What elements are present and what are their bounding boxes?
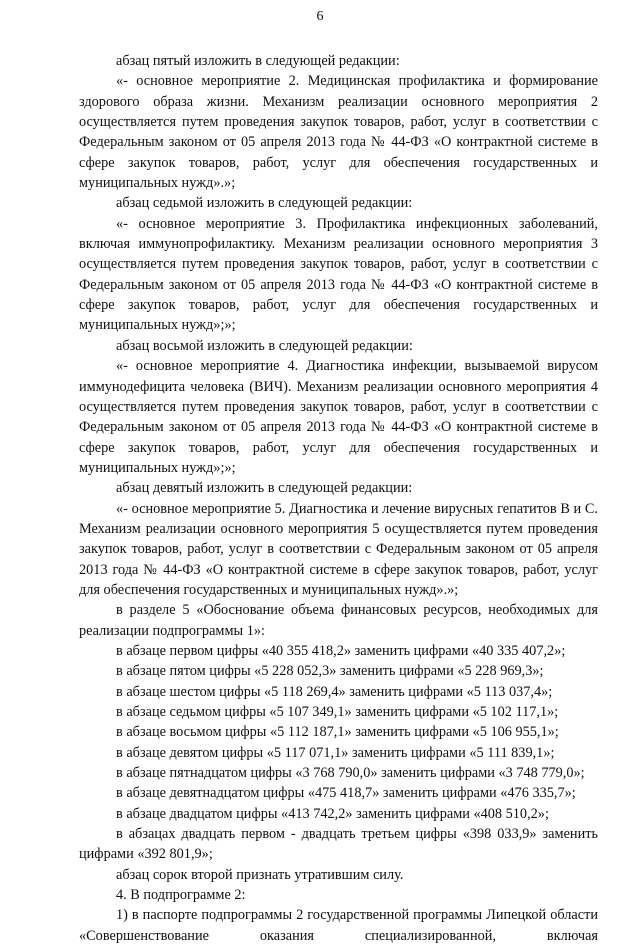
paragraph: в абзаце девятнадцатом цифры «475 418,7» заменить цифрами «476 335,7»;	[116, 785, 576, 802]
paragraph: «- основное мероприятие 4. Диагностика инфекции, вызываемой вирусом иммунодефицита человека (ВИЧ). Механизм реализации основного мероприятия 4 осуществляется путем проведения закупок товаров, работ, услуг в соответствии с Федеральным законом от 05 апреля 2013 года № 44-ФЗ «О контрактной системе в сфере закупок товаров, работ, услуг для обеспечения государственных и муниципальных нужд»;»;	[79, 358, 598, 476]
paragraph: абзац сорок второй признать утратившим силу.	[116, 866, 404, 883]
paragraph: в абзаце седьмом цифры «5 107 349,1» заменить цифрами «5 102 117,1»;	[116, 704, 559, 720]
paragraph: в абзаце двадцатом цифры «413 742,2» заменить цифрами «408 510,2»;	[116, 805, 549, 822]
paragraph: абзац пятый изложить в следующей редакции:	[116, 53, 400, 69]
paragraph: в разделе 5 «Обоснование объема финансовых ресурсов, необходимых для реализации подпрограммы 1»:	[79, 602, 598, 639]
paragraph: абзац девятый изложить в следующей редакции:	[116, 480, 413, 497]
paragraph: в абзаце девятом цифры «5 117 071,1» заменить цифрами «5 111 839,1»;	[116, 744, 555, 761]
paragraph: в абзаце пятом цифры «5 228 052,3» заменить цифрами «5 228 969,3»;	[116, 663, 544, 680]
paragraph: «- основное мероприятие 5. Диагностика и лечение вирусных гепатитов B и C. Механизм реализации основного мероприятия 5 осуществляется путем проведения закупок товаров, работ, услуг в соответствии с Федеральным законом от 05 апреля 2013 года № 44-ФЗ «О контрактной системе в сфере закупок товаров, работ, услуг для обеспечения государственных и муниципальных нужд».»;	[79, 500, 598, 598]
paragraph: абзац восьмой изложить в следующей редакции:	[116, 337, 413, 354]
document-body	[79, 51, 598, 946]
paragraph: в абзацах двадцать первом - двадцать третьем цифры «398 033,9» заменить цифрами «392 801,9»;	[79, 826, 598, 863]
paragraph: в абзаце шестом цифры «5 118 269,4» заменить цифрами «5 113 037,4»;	[116, 683, 553, 700]
paragraph: в абзаце первом цифры «40 355 418,2» заменить цифрами «40 335 407,2»;	[116, 642, 566, 659]
paragraph: 1) в паспорте подпрограммы 2 государственной программы Липецкой области «Совершенствование оказания специализированной, включая	[79, 907, 598, 944]
paragraph: «- основное мероприятие 2. Медицинская профилактика и формирование здорового образа жизни. Механизм реализации основного мероприятия 2 осуществляется путем проведения закупок товаров, работ, услуг в соответствии с Федеральным законом от 05 апреля 2013 года № 44-ФЗ «О контрактной системе в сфере закупок товаров, работ, услуг для обеспечения государственных и муниципальных нужд».»;	[79, 73, 598, 192]
paragraph: 4. В подпрограмме 2:	[116, 887, 246, 904]
paragraph: абзац седьмой изложить в следующей редакции:	[116, 195, 413, 212]
paragraph: в абзаце пятнадцатом цифры «3 768 790,0» заменить цифрами «3 748 779,0»;	[116, 765, 585, 782]
paragraph: «- основное мероприятие 3. Профилактика инфекционных заболеваний, включая иммунопрофилактику. Механизм реализации основного мероприятия 3 осуществляется путем проведения закупок товаров, работ, услуг в соответствии с Федеральным законом от 05 апреля 2013 года № 44-ФЗ «О контрактной системе в сфере закупок товаров, работ, услуг для обеспечения государственных и муниципальных нужд»;»;	[79, 215, 598, 334]
paragraph: в абзаце восьмом цифры «5 112 187,1» заменить цифрами «5 106 955,1»;	[116, 724, 559, 741]
page-number: 6	[316, 9, 324, 24]
